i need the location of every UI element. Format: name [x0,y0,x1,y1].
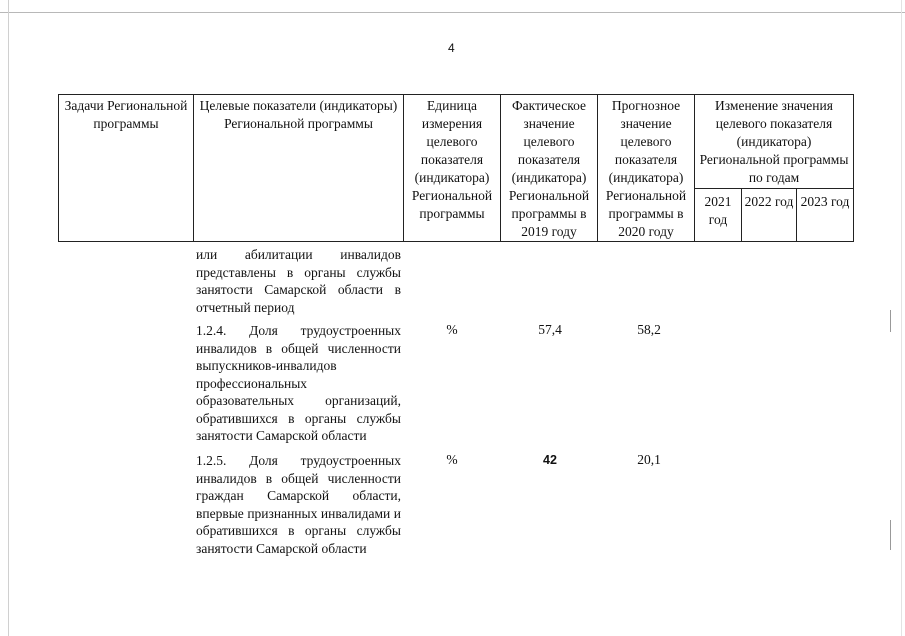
indicator-1-2-5: 1.2.5. Доля трудоустроенных инвалидов в общей численности граждан Самарской области, впервые признанных инвалидами и обратившихся в органы службы занятости Самарской области [196,453,401,556]
header-indicators: Целевые показатели (индикаторы) Региональной программы [194,95,404,242]
header-year-2021: 2021 год [695,189,742,242]
header-unit: Единица измерения целевого показателя (индикатора) Региональной программы [404,95,501,242]
header-year-2023: 2023 год [797,189,854,242]
unit-1-2-4: % [446,322,458,337]
page-number: 4 [448,41,455,55]
table-header [58,94,854,242]
header-tasks: Задачи Региональной программы [59,95,194,242]
forecast-2020-1-2-5: 20,1 [637,452,661,467]
indicator-1-2-4: 1.2.4. Доля трудоустроенных инвалидов в общей численности выпускников-инвалидов профессиональных образовательных организаций, обратившихся в органы службы занятости Самарской области [196,323,401,443]
fact-2019-1-2-5: 42 [543,453,557,467]
page-top-edge [0,12,905,13]
header-forecast-2020: Прогнозное значение целевого показателя (индикатора) Региональной программы в 2020 году [598,95,695,242]
scan-margin-mark [890,520,891,550]
header-year-2022: 2022 год [742,189,797,242]
continuation-text: или абилитации инвалидов представлены в органы службы занятости Самарской области в отчетный период [196,247,401,315]
header-change-by-years: Изменение значения целевого показателя (индикатора) Региональной программы по годам [695,95,854,189]
fact-2019-1-2-4: 57,4 [538,322,562,337]
page-left-edge [8,0,9,636]
header-fact-2019: Фактическое значение целевого показателя (индикатора) Региональной программы в 2019 году [501,95,598,242]
forecast-2020-1-2-4: 58,2 [637,322,661,337]
scan-margin-mark [890,310,891,332]
unit-1-2-5: % [446,452,458,467]
page-right-edge [901,0,902,636]
